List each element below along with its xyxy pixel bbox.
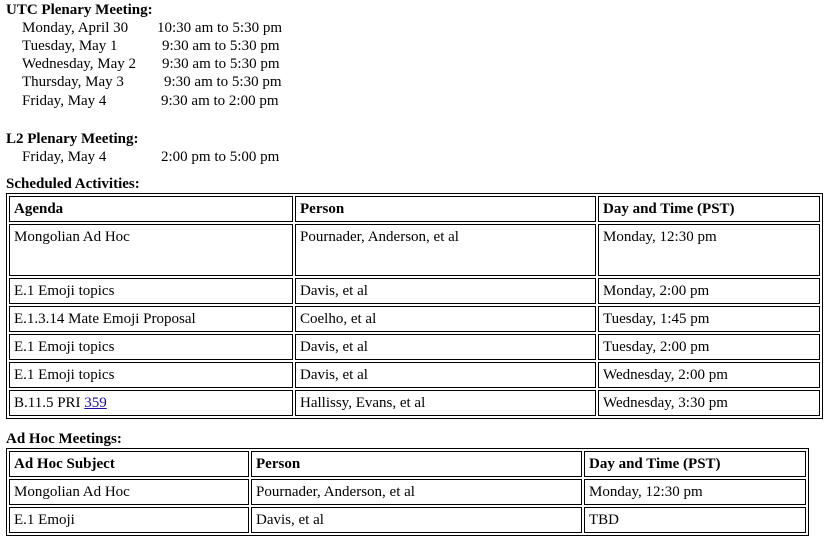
l2-time: 2:00 pm to 5:00 pm: [161, 149, 280, 165]
utc-day: Thursday, May 3: [22, 74, 124, 90]
utc-time: 9:30 am to 5:30 pm: [162, 38, 280, 54]
l2-day: Friday, May 4: [22, 149, 107, 165]
person-cell: Coelho, et al: [295, 306, 596, 332]
person-cell: Davis, et al: [295, 278, 596, 304]
table-header-row: [9, 196, 820, 222]
person-cell: Hallissy, Evans, et al: [295, 390, 596, 416]
table-row: [9, 390, 820, 416]
person-cell: Pournader, Anderson, et al: [295, 224, 596, 276]
time-cell: TBD: [584, 507, 806, 533]
agenda-cell: [9, 390, 293, 416]
agenda-cell: E.1 Emoji topics: [9, 334, 293, 360]
adhoc-table: [6, 448, 809, 536]
table-row: [9, 278, 820, 304]
l2-heading: L2 Plenary Meeting:: [6, 131, 139, 147]
column-header-day-time: Day and Time (PST): [598, 196, 820, 222]
utc-time: 10:30 am to 5:30 pm: [157, 20, 282, 36]
utc-schedule: [0, 19, 320, 111]
utc-day: Monday, April 30: [22, 20, 129, 36]
person-cell: Davis, et al: [295, 362, 596, 388]
utc-heading: UTC Plenary Meeting:: [6, 2, 153, 18]
agenda-text: B.11.5 PRI: [14, 395, 85, 411]
utc-day: Friday, May 4: [22, 93, 107, 109]
scheduled-table: [6, 193, 823, 419]
column-header-person: Person: [295, 196, 596, 222]
column-header-person: Person: [251, 451, 582, 477]
agenda-cell: E.1 Emoji topics: [9, 362, 293, 388]
utc-time: 9:30 am to 2:00 pm: [161, 93, 279, 109]
adhoc-heading: Ad Hoc Meetings:: [6, 431, 122, 447]
table-row: [9, 362, 820, 388]
time-cell: Wednesday, 3:30 pm: [598, 390, 820, 416]
table-row: [9, 306, 820, 332]
column-header-subject: Ad Hoc Subject: [9, 451, 249, 477]
agenda-cell: E.1.3.14 Mate Emoji Proposal: [9, 306, 293, 332]
time-cell: Monday, 12:30 pm: [584, 479, 806, 505]
column-header-day-time: Day and Time (PST): [584, 451, 806, 477]
time-cell: Wednesday, 2:00 pm: [598, 362, 820, 388]
l2-schedule: [0, 148, 320, 166]
table-header-row: [9, 451, 806, 477]
person-cell: Pournader, Anderson, et al: [251, 479, 582, 505]
table-row: [9, 507, 806, 533]
time-cell: Tuesday, 1:45 pm: [598, 306, 820, 332]
pri-359-link[interactable]: 359: [84, 395, 107, 411]
subject-cell: Mongolian Ad Hoc: [9, 479, 249, 505]
scheduled-heading: Scheduled Activities:: [6, 176, 140, 192]
agenda-cell: Mongolian Ad Hoc: [9, 224, 293, 276]
time-cell: Monday, 2:00 pm: [598, 278, 820, 304]
utc-day: Tuesday, May 1: [22, 38, 118, 54]
subject-cell: E.1 Emoji: [9, 507, 249, 533]
time-cell: Monday, 12:30 pm: [598, 224, 820, 276]
utc-time: 9:30 am to 5:30 pm: [162, 56, 280, 72]
table-row: [9, 479, 806, 505]
table-row: [9, 224, 820, 276]
agenda-cell: E.1 Emoji topics: [9, 278, 293, 304]
person-cell: Davis, et al: [251, 507, 582, 533]
table-row: [9, 334, 820, 360]
utc-day: Wednesday, May 2: [22, 56, 137, 72]
utc-time: 9:30 am to 5:30 pm: [164, 74, 282, 90]
person-cell: Davis, et al: [295, 334, 596, 360]
column-header-agenda: Agenda: [9, 196, 293, 222]
time-cell: Tuesday, 2:00 pm: [598, 334, 820, 360]
